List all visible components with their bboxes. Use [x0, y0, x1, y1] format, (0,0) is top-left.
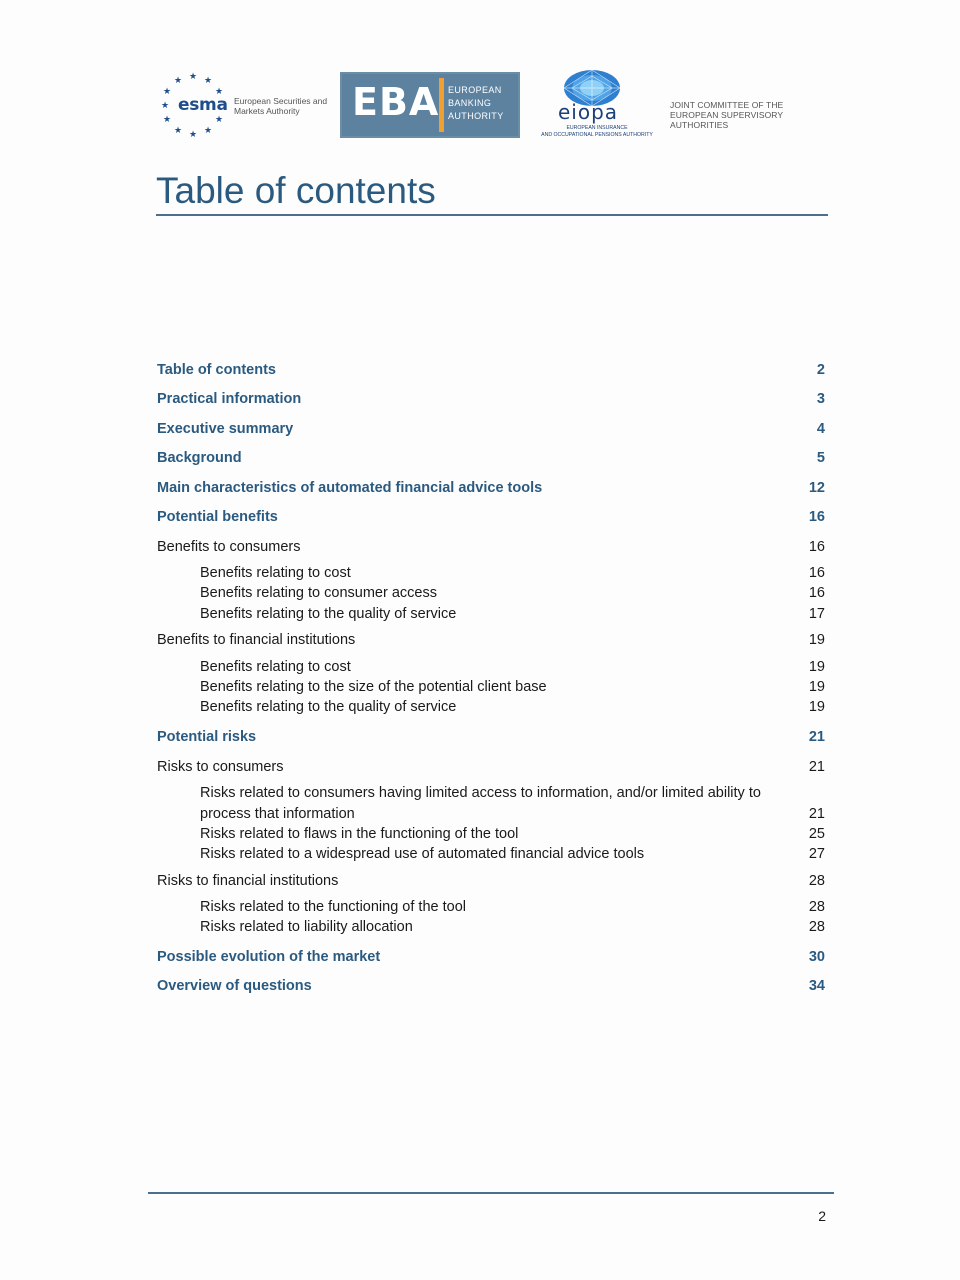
svg-text:★: ★: [203, 76, 213, 86]
eba-wordmark: EBA: [352, 80, 440, 124]
toc-entry-label: Background: [157, 450, 242, 466]
toc-entry-page: 34: [808, 978, 825, 994]
toc-entry-label: Risks related to the functioning of the tool: [200, 899, 466, 915]
toc-entry-label: Potential benefits: [157, 509, 278, 525]
toc-entry-label: Risks to financial institutions: [157, 873, 339, 889]
toc-entry-page: 5: [816, 450, 825, 466]
title-divider: [156, 214, 828, 216]
eba-accent-bar: [439, 78, 444, 132]
eiopa-wordmark: eiopa: [558, 100, 619, 124]
toc-entry-label: Benefits to financial institutions: [157, 632, 356, 648]
toc-entry-label: Benefits to consumers: [157, 539, 301, 555]
toc-entry-page: 19: [808, 699, 825, 715]
toc-entry-page: 21: [808, 806, 825, 822]
toc-entry-page: 30: [808, 949, 825, 965]
toc-entry-label: Benefits relating to cost: [200, 565, 351, 581]
svg-text:★: ★: [188, 72, 198, 82]
toc-entry-page: 17: [808, 606, 825, 622]
toc-entry-label: Risks related to flaws in the functioning of the tool: [200, 826, 519, 842]
toc-entry-label: Main characteristics of automated financial advice tools: [157, 480, 543, 496]
toc-entry-label: Possible evolution of the market: [157, 949, 381, 965]
toc-entry-page: 16: [808, 565, 825, 581]
toc-entry-label: Benefits relating to the quality of service: [200, 699, 457, 715]
toc-entry-page: 19: [808, 679, 825, 695]
toc-entry-page: 28: [808, 919, 825, 935]
eba-name: EUROPEAN BANKING AUTHORITY: [448, 85, 504, 121]
toc-entry-page: 21: [808, 759, 825, 775]
toc-entry-page: 28: [808, 899, 825, 915]
toc-entry-page: 3: [816, 391, 825, 407]
toc-entry-page: 27: [808, 846, 825, 862]
svg-text:★: ★: [214, 115, 224, 125]
svg-text:★: ★: [173, 126, 183, 136]
toc-entry-page: 16: [808, 539, 825, 555]
toc-entry-label: Risks related to consumers having limited access to information, and/or limited ability to: [200, 785, 761, 801]
toc-entry-page: 25: [808, 826, 825, 842]
eiopa-subtitle-1: EUROPEAN INSURANCE: [566, 125, 628, 131]
svg-text:★: ★: [173, 76, 183, 86]
page-number: 2: [818, 1208, 826, 1224]
toc-entry-label: Executive summary: [157, 421, 294, 437]
eiopa-logo: [538, 68, 656, 144]
toc-entry-label: Benefits relating to the quality of service: [200, 606, 457, 622]
toc-entry-label: Benefits relating to the size of the potential client base: [200, 679, 547, 695]
header-logos: [158, 68, 828, 144]
svg-text:★: ★: [188, 130, 198, 140]
toc-entry-label: Risks to consumers: [157, 759, 284, 775]
svg-text:★: ★: [214, 87, 224, 97]
toc-entry-label: Risks related to liability allocation: [200, 919, 413, 935]
toc-entry-label: Practical information: [157, 391, 302, 407]
toc-entry-label: Benefits relating to consumer access: [200, 585, 437, 601]
toc-entry-label: Benefits relating to cost: [200, 659, 351, 675]
toc-entry-label: Table of contents: [157, 362, 276, 378]
eiopa-subtitle-2: AND OCCUPATIONAL PENSIONS AUTHORITY: [541, 132, 653, 138]
eba-logo: [340, 72, 520, 138]
svg-text:★: ★: [162, 87, 172, 97]
footer-divider: [148, 1192, 834, 1194]
toc-entry-label: Overview of questions: [157, 978, 312, 994]
page-title: Table of contents: [156, 170, 436, 211]
esma-wordmark: esma: [178, 95, 228, 115]
toc-entry-page: 21: [808, 729, 825, 745]
toc-entry-page: 16: [808, 585, 825, 601]
esma-name: European Securities and Markets Authority: [234, 96, 328, 116]
toc-entry-page: 19: [808, 659, 825, 675]
svg-text:★: ★: [160, 101, 170, 111]
svg-text:★: ★: [162, 115, 172, 125]
joint-committee-label: JOINT COMMITTEE OF THE EUROPEAN SUPERVISORY AUTHORITIES: [670, 100, 784, 130]
toc-entry-label: Risks related to a widespread use of automated financial advice tools: [200, 846, 645, 862]
toc-entry-label: process that information: [200, 806, 355, 822]
toc-entry-page: 12: [808, 480, 825, 496]
esma-logo: [158, 70, 328, 142]
toc-entry-label: Potential risks: [157, 729, 257, 745]
svg-text:★: ★: [203, 126, 213, 136]
toc-entry-page: 4: [816, 421, 825, 437]
toc-entry-page: 16: [808, 509, 825, 525]
toc-entry-page: 2: [816, 362, 825, 378]
toc-entry-page: 19: [808, 632, 825, 648]
toc-entry-page: 28: [808, 873, 825, 889]
